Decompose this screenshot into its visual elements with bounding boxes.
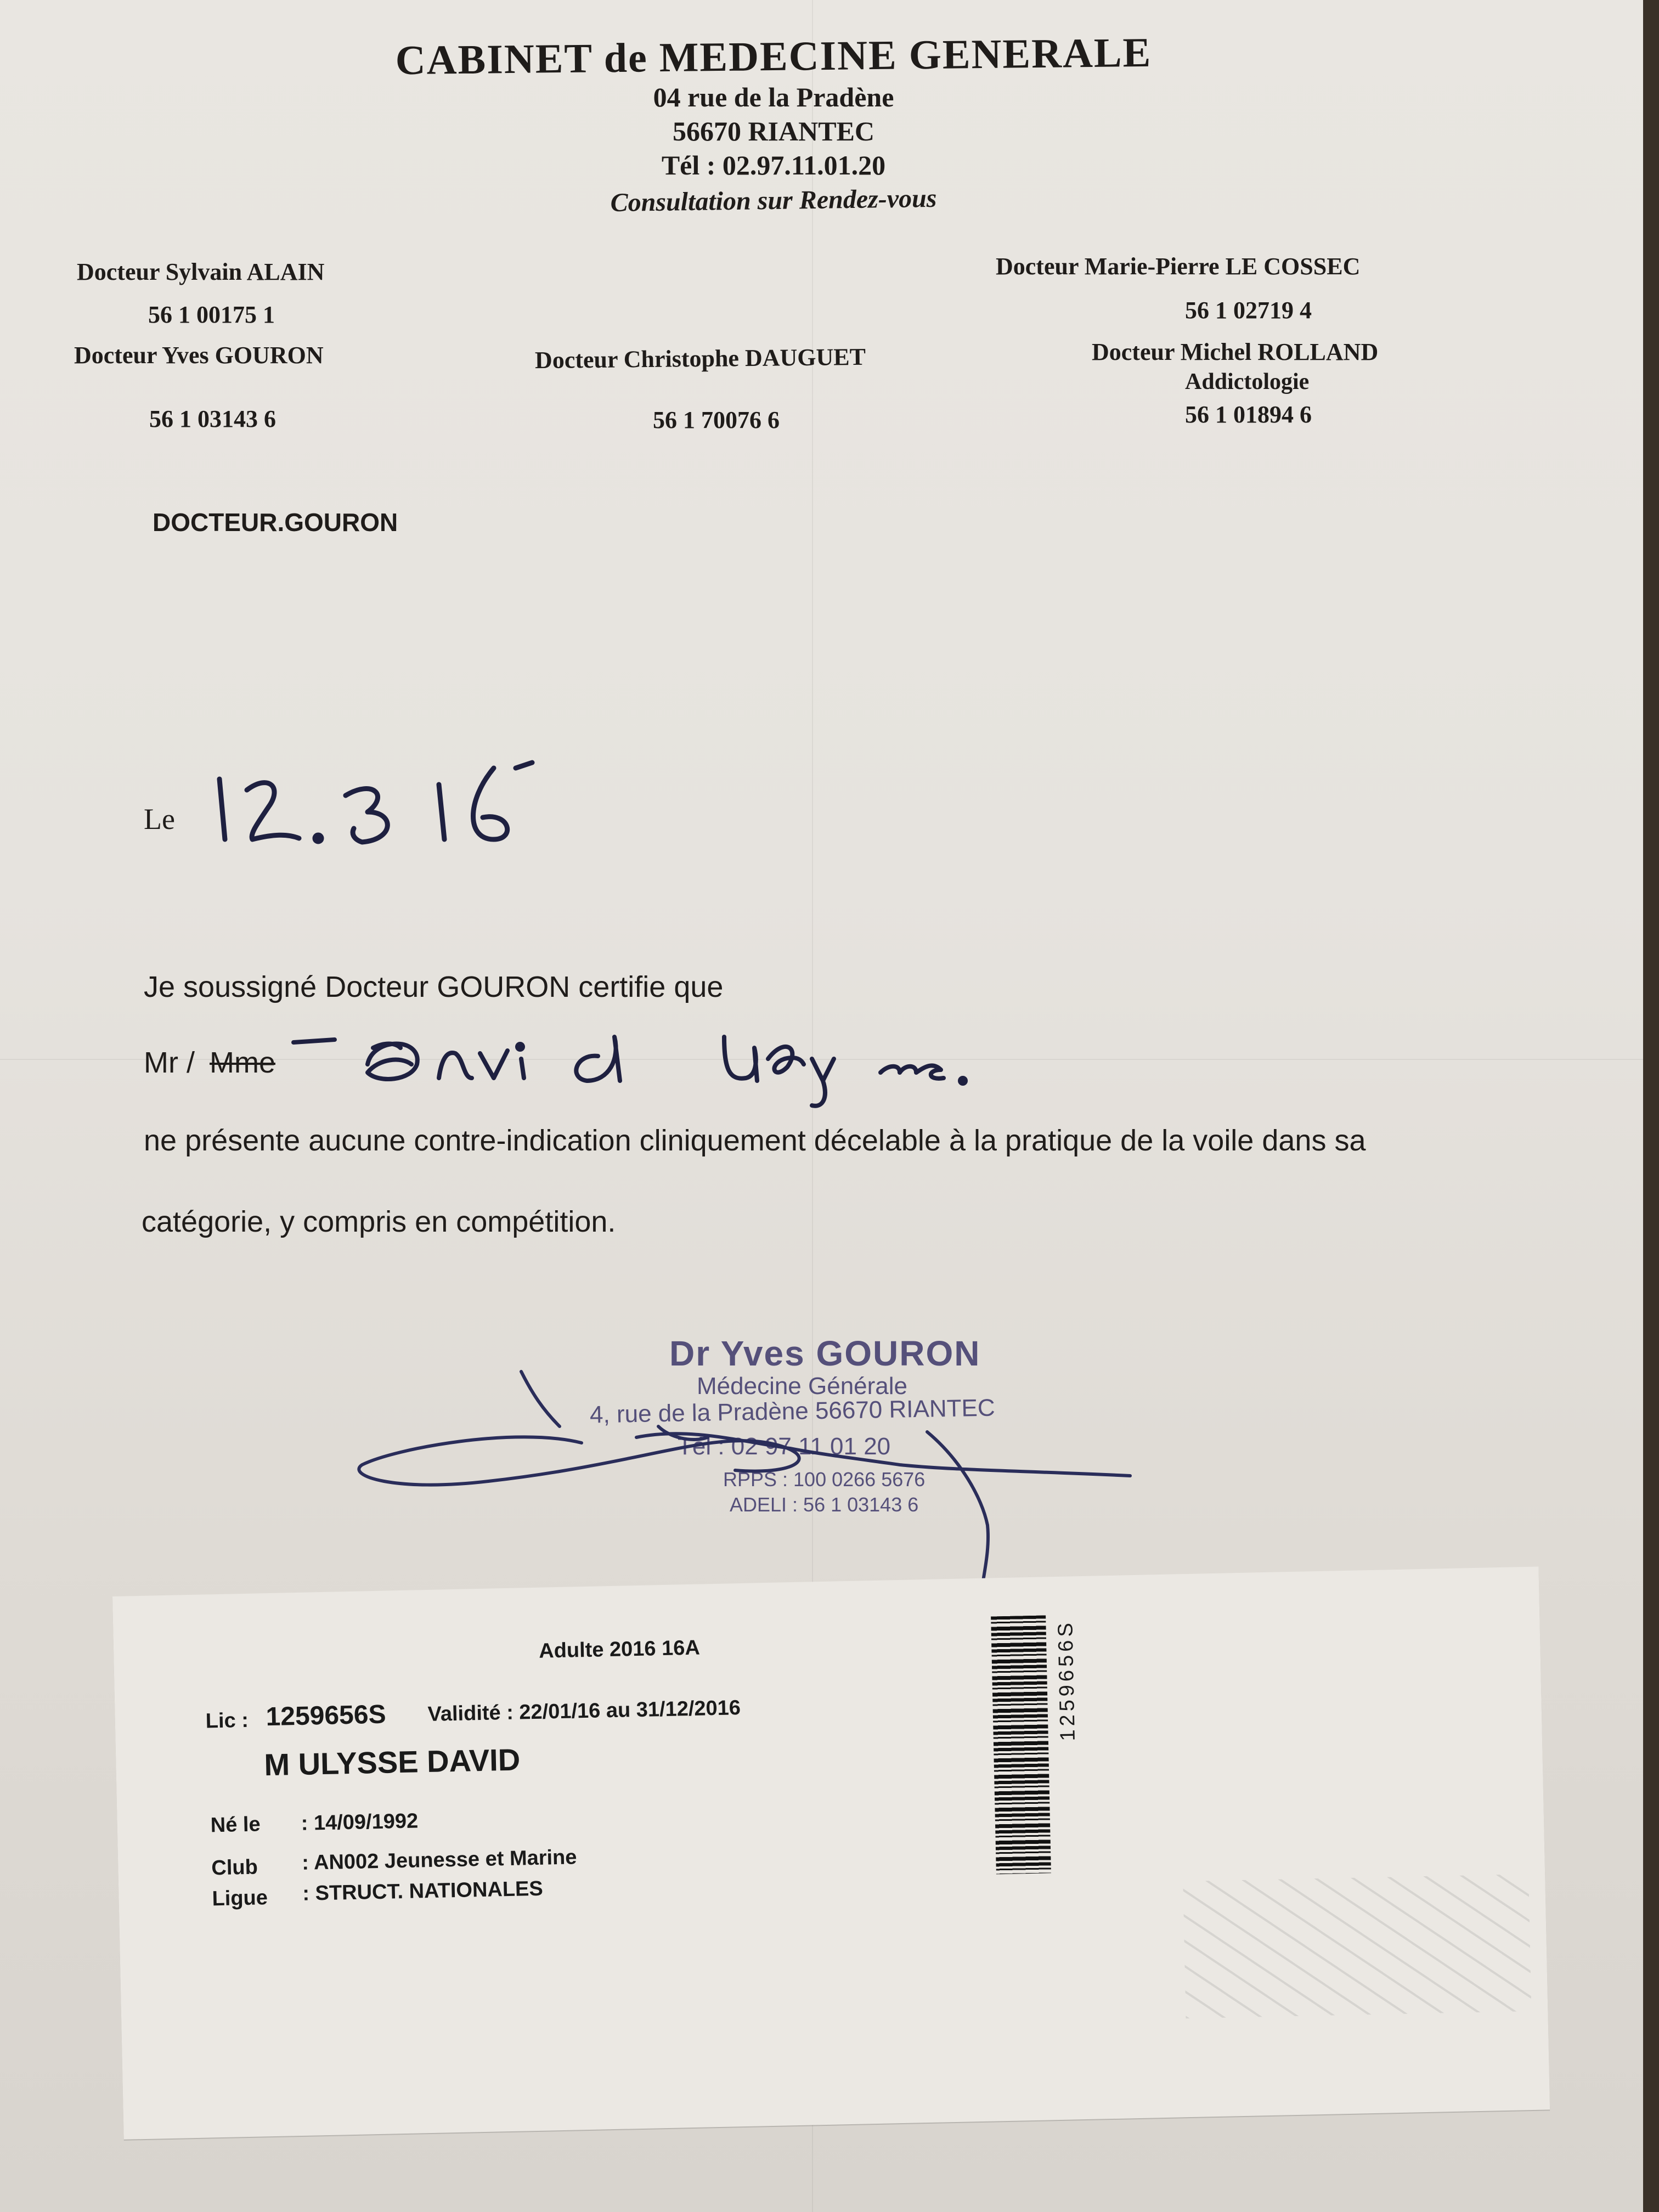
club-value: : AN002 Jeunesse et Marine bbox=[301, 1846, 577, 1875]
stamp-adeli: ADELI : 56 1 03143 6 bbox=[730, 1493, 919, 1516]
doctor-rolland-name: Docteur Michel ROLLAND bbox=[1092, 338, 1379, 365]
barcode-number: 1259656S bbox=[1054, 1619, 1080, 1742]
doctor-gouron-number: 56 1 03143 6 bbox=[149, 405, 276, 432]
license-category: Adulte 2016 16A bbox=[538, 1636, 701, 1663]
doctor-alain-number: 56 1 00175 1 bbox=[148, 301, 275, 328]
license-lic-label: Lic : bbox=[205, 1708, 249, 1733]
issuer-label: DOCTEUR.GOURON bbox=[153, 508, 398, 537]
certificate-line-3: ne présente aucune contre-indication cliniquement décelable à la pratique de la voile dans sa bbox=[144, 1124, 1366, 1157]
doctor-gouron-name: Docteur Yves GOURON bbox=[74, 342, 324, 369]
league-value: : STRUCT. NATIONALES bbox=[302, 1877, 544, 1905]
license-validity: Validité : 22/01/16 au 31/12/2016 bbox=[427, 1696, 741, 1726]
clinic-consultation: Consultation sur Rendez-vous bbox=[610, 183, 937, 218]
club-label: Club bbox=[211, 1855, 258, 1880]
doctor-lecossec-name: Docteur Marie-Pierre LE COSSEC bbox=[996, 253, 1361, 280]
clinic-phone: Tél : 02.97.11.01.20 bbox=[661, 150, 886, 180]
doctor-rolland-specialty: Addictologie bbox=[1185, 369, 1310, 394]
salutation-mme-struck: Mme bbox=[210, 1046, 275, 1079]
birth-value: : 14/09/1992 bbox=[301, 1809, 419, 1835]
doctor-signature bbox=[351, 1361, 1147, 1602]
handwritten-date bbox=[208, 757, 560, 867]
doctor-alain-name: Docteur Sylvain ALAIN bbox=[77, 258, 325, 285]
date-label: Le bbox=[144, 803, 175, 836]
clinic-address: 04 rue de la Pradène bbox=[653, 82, 894, 112]
stamp-doctor-name: Dr Yves GOURON bbox=[669, 1334, 981, 1373]
license-card bbox=[112, 1567, 1550, 2140]
birth-label: Né le bbox=[210, 1813, 261, 1837]
stamp-rpps: RPPS : 100 0266 5676 bbox=[723, 1468, 926, 1491]
license-number: 1259656S bbox=[266, 1700, 387, 1732]
license-barcode bbox=[991, 1615, 1051, 1874]
doctor-dauguet-number: 56 1 70076 6 bbox=[653, 407, 780, 433]
license-holder: M ULYSSE DAVID bbox=[263, 1742, 521, 1782]
clinic-title: CABINET de MEDECINE GENERALE bbox=[395, 29, 1152, 84]
league-label: Ligue bbox=[212, 1886, 268, 1911]
certificate-line-4: catégorie, y compris en compétition. bbox=[142, 1205, 616, 1238]
doctor-dauguet-name: Docteur Christophe DAUGUET bbox=[534, 343, 866, 374]
doctor-lecossec-number: 56 1 02719 4 bbox=[1185, 297, 1312, 324]
salutation-mr: Mr / bbox=[144, 1046, 195, 1079]
stamp-specialty: Médecine Générale bbox=[697, 1373, 908, 1400]
stamp-address: 4, rue de la Pradène 56670 RIANTEC bbox=[589, 1394, 996, 1429]
watermark-pattern bbox=[1183, 1874, 1531, 2018]
certificate-line-1: Je soussigné Docteur GOURON certifie que bbox=[144, 970, 724, 1003]
clinic-city: 56670 RIANTEC bbox=[672, 116, 875, 146]
handwritten-patient-name bbox=[291, 1026, 1086, 1108]
stamp-phone: Tél : 02 97 11 01 20 bbox=[678, 1433, 891, 1460]
doctor-rolland-number: 56 1 01894 6 bbox=[1185, 401, 1312, 428]
